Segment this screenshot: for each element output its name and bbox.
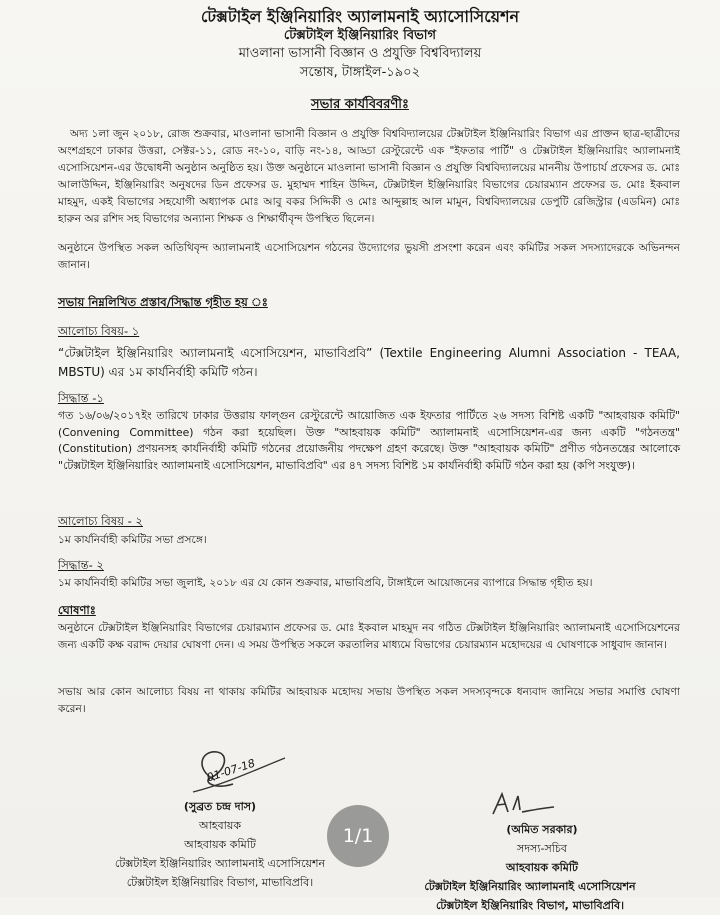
right-signature [488, 790, 558, 820]
decision-2-label: সিদ্ধান্ত- ২ [58, 558, 104, 572]
right-signatory-role: সদস্য-সচিব [517, 842, 567, 855]
announcement-label: ঘোষণাঃ [58, 603, 96, 617]
intro-paragraph: অদ্য ১লা জুন ২০১৮, রোজ শুক্রবার, মাওলানা ভাসানী বিজ্ঞান ও প্রযুক্তি বিশ্ববিদ্যালয়ের টেক্সটাইল ইঞ্জিনিয়ারিং বিভাগ এর প্রাক্তন ছাত্র-ছাত্রীদের অংশগ্রহণে ঢাকার উত্তরা, সেক্টর-১১, রোড নং-১০, বাড়ি নং-১৪, আড্ডা রেস্টুরেন্টে এক "ইফতার পার্টি" ও টেক্সটাইল ইঞ্জিনিয়ারিং অ্যালামনাই এসোসিয়েশন-এর উদ্বোধনী অনুষ্ঠান অনুষ্ঠিত হয়। উক্ত অনুষ্ঠানে মাওলানা ভাসানী বিজ্ঞান ও প্রযুক্তি বিশ্ববিদ্যালয়ের মাননীয় উপাচার্য প্রফেসর ড. মোঃ আলাউদ্দিন, ইঞ্জিনিয়ারিং অনুষদের ডিন প্রফেসর ড. মুহাম্মদ শাহিন উদ্দিন, টেক্সটাইল ইঞ্জিনিয়ারিং বিভাগের চেয়ারম্যান প্রফেসর ড. মোঃ ইকবাল মাহমুদ, একই বিভাগের সহযোগী অধ্যাপক মোঃ আবু বকর সিদ্দিকী ও মোঃ আব্দুল্লাহ আল মামুন, বিশ্ববিদ্যালয়ের ডেপুটি রেজিস্ট্রার (এডমিন) মোঃ হারুন অর রশিদ সহ বিভাগের অন্যান্য শিক্ষক ও শিক্ষার্থীবৃন্দ উপস্থিত ছিলেন। [58, 128, 680, 225]
agenda-1-label: আলোচ্য বিষয়- ১ [58, 324, 140, 338]
praise-paragraph: অনুষ্ঠানে উপস্থিত সকল অতিথিবৃন্দ অ্যালামনাই এসোসিয়েশন গঠনের উদ্যোগের ভুয়সী প্রসংশা করেন এবং কমিটির সকল সদস্যাদেরকে অভিনন্দন জানান। [58, 242, 680, 271]
right-signatory-name: (অমিত সরকার) [506, 823, 578, 836]
minutes-title: সভার কার্যবিবরণীঃ [311, 97, 409, 112]
association-title: টেক্সটাইল ইঞ্জিনিয়ারিং অ্যালামনাই অ্যাসোসিয়েশন [200, 7, 520, 26]
left-signatory-role: আহবায়ক [198, 819, 242, 832]
left-signatory-name: (সুব্রত চন্দ্র দাস) [183, 800, 257, 813]
announcement-text: অনুষ্ঠানে টেক্সটাইল ইঞ্জিনিয়ারিং বিভাগের চেয়ারম্যান প্রফেসর ড. মোঃ ইকবাল মাহমুদ নব গঠিত টেক্সটাইল ইঞ্জিনিয়ারিং অ্যালামনাই এসোসিয়েশনের জন্য একটি কক্ষ বরাদ্দ দেয়ার ঘোষণা দেন। এ সময় উপস্থিত সকলে করতালির মাধ্যমে বিভাগের চেয়ারম্যান মহোদয়ের এ ঘোষণাকে সাধুবাদ জানান। [58, 622, 680, 651]
page-indicator[interactable]: 1/1 [327, 805, 389, 867]
right-signatory-org: টেক্সটাইল ইঞ্জিনিয়ারিং অ্যালামনাই এসোসিয়েশন [424, 880, 636, 893]
right-signatory-committee: আহবায়ক কমিটি [505, 861, 579, 874]
decision-2-text: ১ম কার্যনির্বাহী কমিটির সভা জুলাই, ২০১৮ এর যে কোন শুক্রবার, মাভাবিপ্রবি, টাঙ্গাইলে আয়োজনের ব্যাপারে সিদ্ধান্ত গৃহীত হয়। [58, 577, 593, 589]
department-title: টেক্সটাইল ইঞ্জিনিয়ারিং বিভাগ [283, 28, 437, 43]
signature-date: 01-07-18 [205, 756, 257, 785]
decision-1-label: সিদ্ধান্ত -১ [58, 391, 104, 405]
agenda-2-label: আলোচ্য বিষয় - ২ [58, 514, 143, 528]
address: সন্তোষ, টাঙ্গাইল-১৯০২ [299, 65, 421, 80]
agenda-1-text: “টেক্সটাইল ইঞ্জিনিয়ারিং অ্যালামনাই এসোসিয়েশন, মাভাবিপ্রবি” (Textile Engineering Alumni Association - TEAA, MBSTU) এর ১ম কার্যনির্বাহী কমিটি গঠন। [58, 346, 680, 379]
university-title: মাওলানা ভাসানী বিজ্ঞান ও প্রযুক্তি বিশ্ববিদ্যালয় [238, 46, 482, 61]
right-signatory-dept: টেক্সটাইল ইঞ্জিনিয়ারিং বিভাগ, মাভাবিপ্রবি। [435, 899, 625, 912]
right-signatory-block [400, 820, 660, 915]
agenda-2-text: ১ম কার্যনির্বাহী কমিটির সভা প্রসঙ্গে। [58, 534, 207, 546]
left-signatory-dept: টেক্সটাইল ইঞ্জিনিয়ারিং বিভাগ, মাভাবিপ্রবি। [126, 876, 314, 889]
decision-1-text: গত ১৬/০৬/২০১৭ইং তারিখে ঢাকার উত্তরায় ফাল্গুন রেস্টুরেন্টে আয়োজিত এক ইফতার পার্টিতে ২৬ সদস্য বিশিষ্ট একটি "আহবায়ক কমিটি" (Convening Committee) গঠন করা হয়েছিল। উক্ত "আহবায়ক কমিটি" অ্যালামনাই এসোসিয়েশন-এর জন্য একটি "গঠনতন্ত্র" (Constitution) প্রণয়নসহ কার্যনির্বাহী কমিটি গঠনের প্রয়োজনীয় পদক্ষেপ গ্রহণ করেছে। উক্ত "আহবায়ক কমিটি" প্রণীত গঠনতন্ত্রের আলোকে "টেক্সটাইল ইঞ্জিনিয়ারিং অ্যালামনাই এসোসিয়েশন, মাভাবিপ্রবি" এর ৪৭ সদস্য বিশিষ্ট ১ম কার্যনির্বাহী কমিটি গঠন করা হয় (কপি সংযুক্ত)। [58, 409, 680, 472]
closing-paragraph: সভায় আর কোন আলোচ্য বিষয় না থাকায় কমিটির আহবায়ক মহোদয় সভায় উপস্থিত সকল সদস্যবৃন্দকে ধন্যবাদ জানিয়ে সভার সমাপ্তি ঘোষণা করেন। [58, 686, 680, 715]
left-signatory-org: টেক্সটাইল ইঞ্জিনিয়ারিং অ্যালামনাই এসোসিয়েশন [114, 857, 326, 870]
left-signatory-committee: আহবায়ক কমিটি [184, 838, 256, 851]
resolutions-heading: সভায় নিম্নলিখিত প্রস্তাব/সিদ্ধান্ত গৃহীত হয় ঃ [58, 295, 268, 309]
